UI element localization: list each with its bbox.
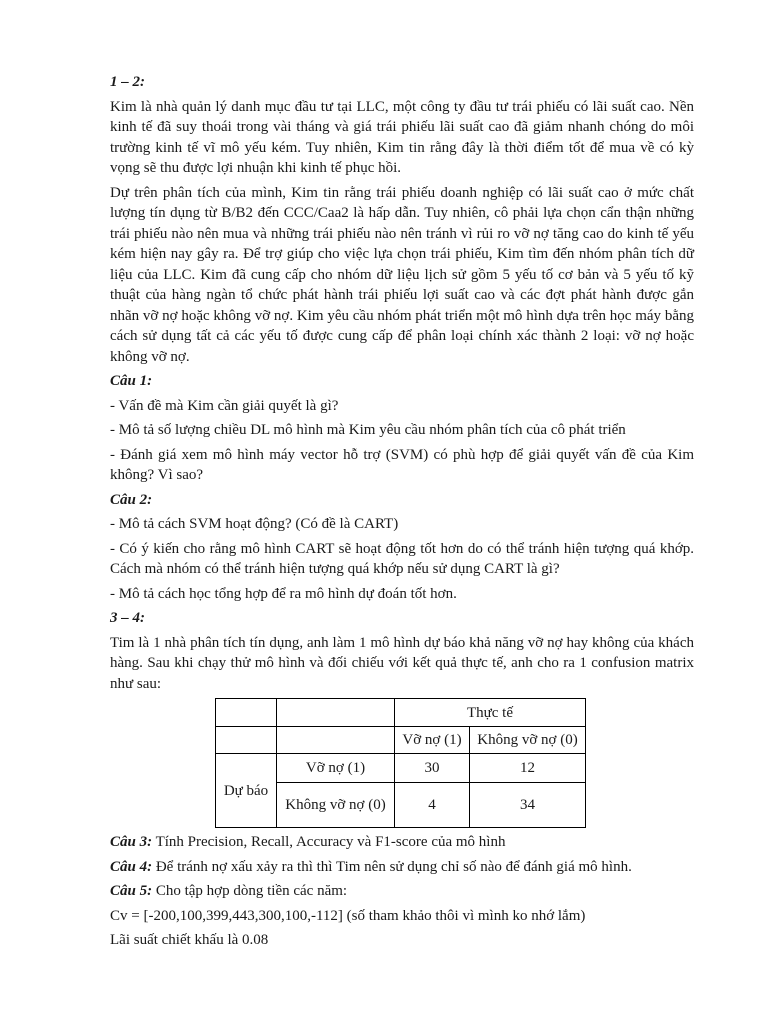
matrix-col-nodefault: Không vỡ nợ (0) xyxy=(470,727,586,754)
question-1-label: Câu 1: xyxy=(110,373,153,389)
paragraph-tim-intro: Tim là 1 nhà phân tích tín dụng, anh làm 1 mô hình dự báo khả năng vỡ nợ hay không của khách hàng. Sau khi chạy thử mô hình và đối chiếu với kết quả thực tế, anh cho ra 1 confusion matrix như sau: xyxy=(110,634,694,692)
matrix-empty-cell xyxy=(216,699,277,727)
question-3 xyxy=(110,832,694,853)
question-2-item-1: - Mô tả cách SVM hoạt động? (Có đề là CART) xyxy=(110,516,399,532)
matrix-row-nodefault: Không vỡ nợ (0) xyxy=(277,783,395,828)
question-3-text: Tính Precision, Recall, Accuracy và F1-score của mô hình xyxy=(152,834,506,850)
section-heading-3-4: 3 – 4: xyxy=(110,610,145,626)
paragraph-kim-intro: Kim là nhà quản lý danh mục đầu tư tại LLC, một công ty đầu tư trái phiếu có lãi suất cao. Nền kinh tế đã suy thoái trong vài tháng và giá trái phiếu lãi suất cao đã giảm nhanh chóng do môi trường kinh tế vĩ mô yếu kém. Tuy nhiên, Kim tin rằng đây là thời điểm tốt để mua về có kỳ vọng sẽ thu được lợi nhuận khi kinh tế phục hồi. xyxy=(110,98,694,176)
discount-rate: Lãi suất chiết khấu là 0.08 xyxy=(110,932,269,948)
matrix-empty-cell xyxy=(277,727,395,754)
matrix-actual-header: Thực tế xyxy=(395,699,586,727)
matrix-cell-tp: 30 xyxy=(395,754,470,783)
question-2-label: Câu 2: xyxy=(110,491,153,508)
confusion-matrix-table xyxy=(215,698,586,828)
question-1-item-1: - Vấn đề mà Kim cần giải quyết là gì? xyxy=(110,397,339,414)
matrix-predicted-header: Dự báo xyxy=(216,754,277,828)
document-body xyxy=(110,72,694,955)
question-4-text: Để tránh nợ xấu xảy ra thì thì Tim nên sử dụng chỉ số nào để đánh giá mô hình. xyxy=(152,858,632,875)
question-2-item-3: - Mô tả cách học tổng hợp để ra mô hình dự đoán tốt hơn. xyxy=(110,585,457,602)
matrix-row-default: Vỡ nợ (1) xyxy=(277,754,395,783)
question-4 xyxy=(110,857,694,878)
cashflow-vector: Cv = [-200,100,399,443,300,100,-112] (số tham khảo thôi vì mình ko nhớ lắm) xyxy=(110,907,586,924)
section-heading-1-2: 1 – 2: xyxy=(110,74,145,90)
matrix-empty-cell xyxy=(277,699,395,727)
matrix-cell-fp: 12 xyxy=(470,754,586,783)
paragraph-kim-analysis: Dự trên phân tích của mình, Kim tin rằng trái phiếu doanh nghiệp có lãi suất cao ở mức chất lượng tín dụng từ B/B2 đến CCC/Caa2 là hấp dẫn. Tuy nhiên, cô phải lựa chọn cẩn thận những trái phiếu nào nên mua và những trái phiếu nào nên tránh vì rủi ro vỡ nợ tăng cao do kinh tế yếu kém hiện nay gây ra. Để trợ giúp cho việc lựa chọn trái phiếu, Kim tìm đến nhóm phân tích dữ liệu của LLC. Kim đã cung cấp cho nhóm dữ liệu lịch sử gồm 5 yếu tố cơ bản và 5 yếu tố kỹ thuật của hàng ngàn tổ chức phát hành trái phiếu lợi suất cao và các đợt phát hành được gắn nhãn vỡ nợ hoặc không vỡ nợ. Kim yêu cầu nhóm phát triển một mô hình dựa trên học máy bằng cách sử dụng tất cả các yếu tố được cung cấp để phân loại chính xác thành 2 loại: vỡ nợ hoặc không vỡ nợ. xyxy=(110,184,694,365)
question-5-label: Câu 5: xyxy=(110,883,153,899)
question-1-item-2: - Mô tả số lượng chiều DL mô hình mà Kim yêu cầu nhóm phân tích của cô phát triển xyxy=(110,422,626,438)
matrix-cell-fn: 4 xyxy=(395,783,470,828)
matrix-empty-cell xyxy=(216,727,277,754)
question-3-label: Câu 3: xyxy=(110,834,153,850)
question-5-text: Cho tập hợp dòng tiền các năm: xyxy=(152,883,348,899)
matrix-col-default: Vỡ nợ (1) xyxy=(395,727,470,754)
question-4-label: Câu 4: xyxy=(110,858,153,875)
question-2-item-2: - Có ý kiến cho rằng mô hình CART sẽ hoạt động tốt hơn do có thể tránh hiện tượng quá khớp. Cách mà nhóm có thể tránh hiện tượng quá khớp nếu sử dụng CART là gì? xyxy=(110,540,694,577)
question-1-item-3: - Đánh giá xem mô hình máy vector hỗ trợ (SVM) có phù hợp để giải quyết vấn đề của Kim không? Vì sao? xyxy=(110,446,694,483)
matrix-cell-tn: 34 xyxy=(470,783,586,828)
question-5 xyxy=(110,881,694,902)
